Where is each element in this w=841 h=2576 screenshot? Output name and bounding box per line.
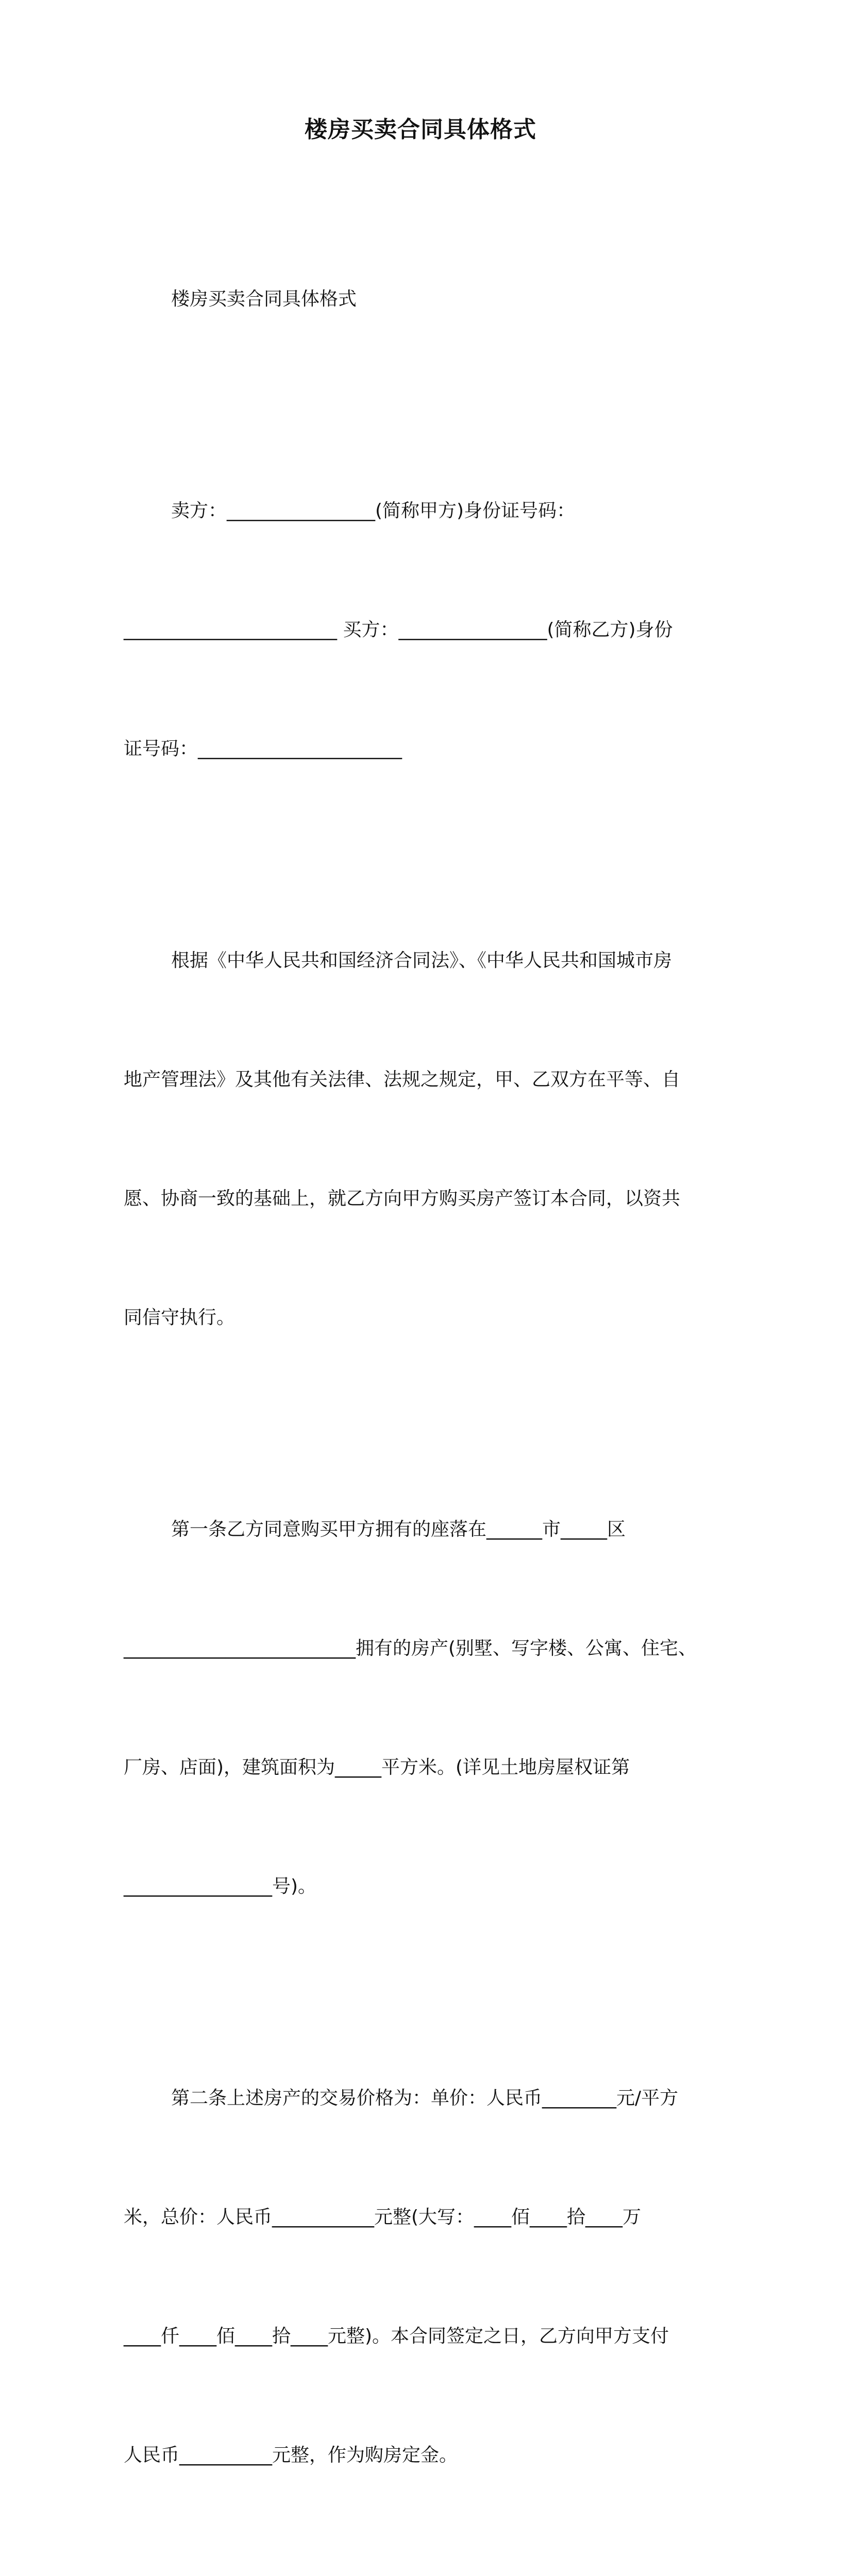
text-line: ____仟____佰____拾____元整)。本合同签定之日，乙方向甲方支付 [124,2326,669,2347]
text-line: 第二条上述房产的交易价格为：单价：人民币________元/平方 [171,2088,679,2109]
text-line: ________________号)。 [124,1876,317,1897]
text-line: 第一条乙方同意购买甲方拥有的座落在______市_____区 [171,1519,626,1540]
text-line: _______________________ 买方：________________(简称乙方)身份 [124,619,673,640]
text-line: 厂房、店面)，建筑面积为_____平方米。(详见土地房屋权证第 [124,1757,630,1778]
paragraph-preamble [124,861,737,1417]
text-line: 证号码：______________________ [124,738,402,759]
paragraph-article-3 [124,2568,737,2576]
document-body [124,200,737,2576]
text-line: 同信守执行。 [124,1307,236,1328]
paragraph-article-1 [124,1430,737,1986]
paragraph-parties [124,412,737,848]
text-line: 愿、协商一致的基础上，就乙方向甲方购买房产签订本合同，以资共 [124,1188,681,1209]
text-line: 米，总价：人民币___________元整(大写：____佰____拾____万 [124,2207,642,2228]
text-line: 人民币__________元整，作为购房定金。 [124,2445,458,2466]
paragraph-subtitle [124,200,737,398]
text-line: _________________________拥有的房产(别墅、写字楼、公寓、住宅、 [124,1638,697,1659]
text-line: 楼房买卖合同具体格式 [171,289,357,310]
text-line: 卖方：________________(简称甲方)身份证号码： [171,500,576,521]
paragraph-article-2 [124,1999,737,2554]
text-line: 根据《中华人民共和国经济合同法》、《中华人民共和国城市房 [171,950,672,971]
document-title: 楼房买卖合同具体格式 [305,116,536,143]
text-line: 地产管理法》及其他有关法律、法规之规定，甲、乙双方在平等、自 [124,1069,681,1090]
